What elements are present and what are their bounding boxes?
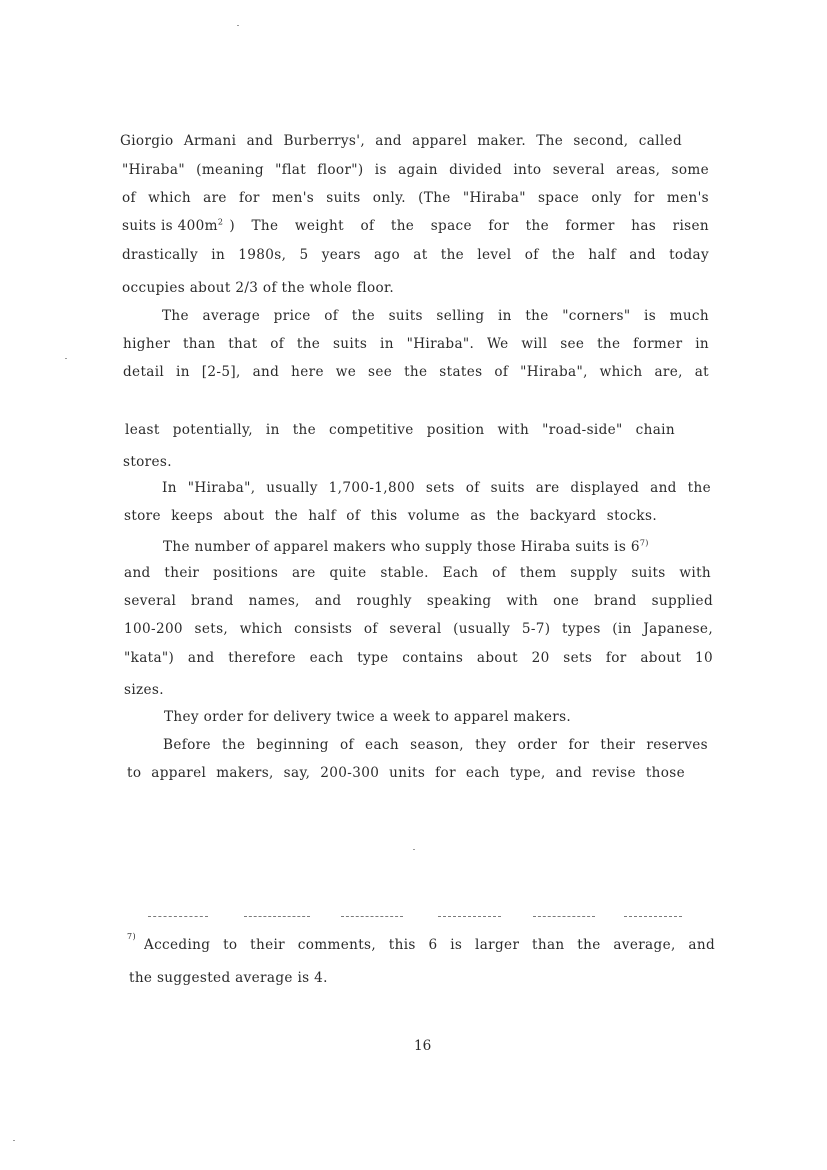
body-line-10: least potentially, in the competitive position with "road-side" chain: [125, 422, 675, 438]
scan-speck: [237, 25, 239, 26]
footnote-separator-6: [624, 916, 682, 917]
body-line-17: 100-200 sets, which consists of several (usually 5-7) types (in Japanese,: [124, 621, 713, 637]
body-line-15: and their positions are quite stable. Each of them supply suits with: [124, 565, 711, 581]
body-line-20: They order for delivery twice a week to apparel makers.: [164, 709, 572, 725]
body-line-2: "Hiraba" (meaning "flat floor") is again divided into several areas, some: [122, 162, 709, 178]
superscript-m2: 2: [217, 217, 224, 227]
body-line-13: store keeps about the half of this volume as the backyard stocks.: [124, 508, 657, 524]
body-line-1: Giorgio Armani and Burberrys', and apparel maker. The second, called: [120, 133, 682, 149]
body-line-16: several brand names, and roughly speaking with one brand supplied: [124, 593, 713, 609]
footnote-line-2: the suggested average is 4.: [129, 970, 328, 986]
footnote-separator-1: [148, 916, 208, 917]
body-line-19: sizes.: [124, 682, 164, 698]
body-line-18: "kata") and therefore each type contains about 20 sets for about 10: [124, 650, 713, 666]
body-line-11: stores.: [123, 454, 172, 470]
body-line-3: of which are for men's suits only. (The "Hiraba" space only for men's: [122, 190, 709, 206]
body-line-5: drastically in 1980s, 5 years ago at the level of the half and today: [122, 247, 709, 263]
footnote-separator-5: [533, 916, 595, 917]
body-line-22: to apparel makers, say, 200-300 units for each type, and revise those: [127, 765, 685, 781]
body-line-7: The average price of the suits selling in the "corners" is much: [162, 308, 709, 324]
body-line-4: [122, 218, 709, 238]
scan-speck: [65, 358, 67, 359]
page-number: 16: [414, 1038, 432, 1054]
body-line-4-start: suits is $400m^2$: [122, 217, 224, 234]
footnote-mark: 7): [127, 932, 136, 941]
footnote-reference: 7): [639, 538, 649, 548]
footnote-separator-2: [244, 916, 310, 917]
scan-speck: [413, 849, 415, 850]
body-line-14: The number of apparel makers who supply those Hiraba suits is 6$^{7)}$: [163, 538, 649, 555]
body-line-9: detail in [2-5], and here we see the states of "Hiraba", which are, at: [123, 364, 709, 380]
footnote-separator-4: [438, 916, 501, 917]
body-line-21: Before the beginning of each season, they order for their reserves: [163, 737, 708, 753]
body-line-12: In "Hiraba", usually 1,700-1,800 sets of suits are displayed and the: [162, 480, 711, 496]
scan-speck: [13, 1140, 15, 1141]
body-line-8: higher than that of the suits in "Hiraba". We will see the former in: [123, 336, 709, 352]
body-line-6: occupies about 2/3 of the whole floor.: [122, 280, 395, 296]
footnote-line-1: 7) Acceding to their comments, this 6 is larger than the average, and: [127, 937, 715, 957]
body-line-4-end: ) The weight of the space for the former has risen: [229, 218, 709, 234]
footnote-separator-3: [341, 916, 403, 917]
